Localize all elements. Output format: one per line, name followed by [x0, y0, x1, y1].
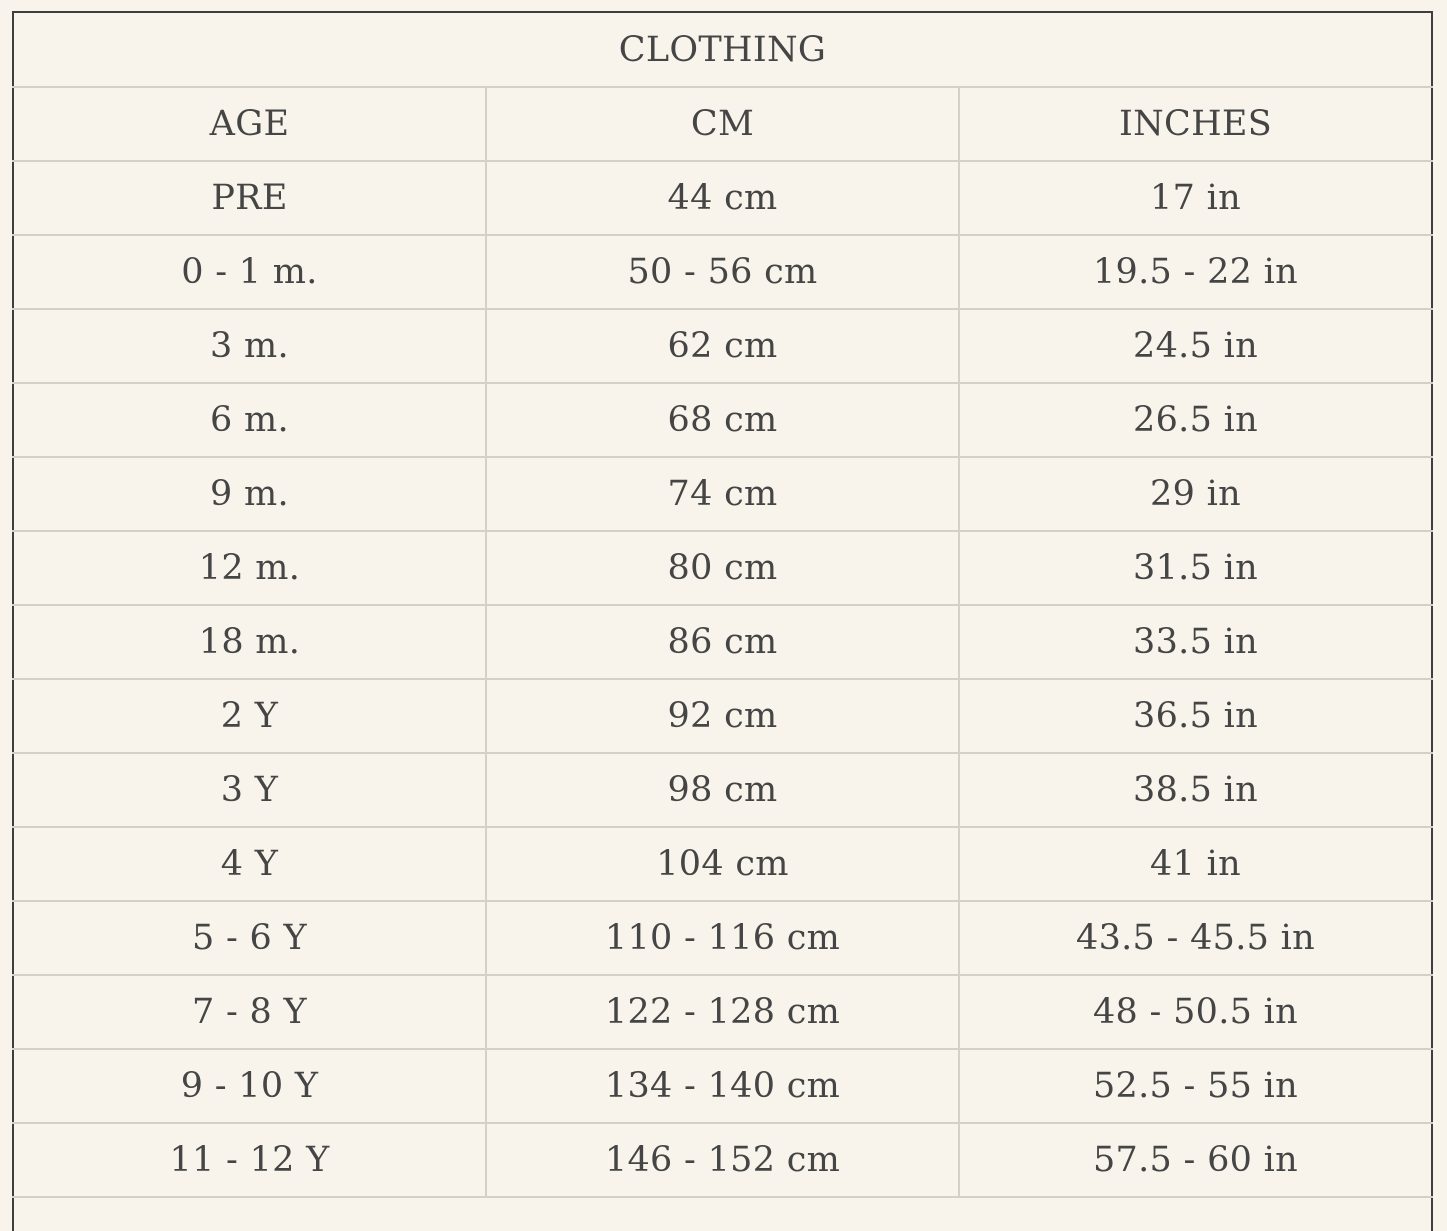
cm-cell: 74 cm: [486, 457, 959, 531]
table-title: CLOTHING: [13, 12, 1432, 87]
age-cell: 9 - 10 Y: [13, 1049, 486, 1123]
cm-cell: 104 cm: [486, 827, 959, 901]
age-cell: 0 - 1 m.: [13, 235, 486, 309]
age-cell: PRE: [13, 161, 486, 235]
table-row: [13, 383, 1432, 457]
cm-cell: 134 - 140 cm: [486, 1049, 959, 1123]
age-cell: 9 m.: [13, 457, 486, 531]
column-header-cm: CM: [486, 87, 959, 161]
age-cell: 3 m.: [13, 309, 486, 383]
table-row: [13, 309, 1432, 383]
inches-cell: 57.5 - 60 in: [959, 1123, 1432, 1197]
inches-cell: 43.5 - 45.5 in: [959, 901, 1432, 975]
table-row: [13, 605, 1432, 679]
table-row: [13, 161, 1432, 235]
cm-cell: 44 cm: [486, 161, 959, 235]
table-row: [13, 679, 1432, 753]
cm-cell: 50 - 56 cm: [486, 235, 959, 309]
inches-cell: 33.5 in: [959, 605, 1432, 679]
table-header-row: [13, 87, 1432, 161]
inches-cell: 19.5 - 22 in: [959, 235, 1432, 309]
inches-cell: 26.5 in: [959, 383, 1432, 457]
inches-cell: 52.5 - 55 in: [959, 1049, 1432, 1123]
inches-cell: 36.5 in: [959, 679, 1432, 753]
table-row: [13, 901, 1432, 975]
table-row: [13, 531, 1432, 605]
cm-cell: 68 cm: [486, 383, 959, 457]
age-cell: 6 m.: [13, 383, 486, 457]
inches-cell: 17 in: [959, 161, 1432, 235]
cm-cell: 98 cm: [486, 753, 959, 827]
age-cell: 2 Y: [13, 679, 486, 753]
table-row: [13, 975, 1432, 1049]
age-cell: 3 Y: [13, 753, 486, 827]
age-cell: 5 - 6 Y: [13, 901, 486, 975]
cm-cell: 146 - 152 cm: [486, 1123, 959, 1197]
cm-cell: 122 - 128 cm: [486, 975, 959, 1049]
table-title-row: [13, 12, 1432, 87]
age-cell: 7 - 8 Y: [13, 975, 486, 1049]
clothing-size-table: [12, 11, 1433, 1198]
table-row: [13, 1049, 1432, 1123]
age-cell: 4 Y: [13, 827, 486, 901]
inches-cell: 41 in: [959, 827, 1432, 901]
column-header-inches: INCHES: [959, 87, 1432, 161]
table-row: [13, 753, 1432, 827]
inches-cell: 29 in: [959, 457, 1432, 531]
column-header-age: AGE: [13, 87, 486, 161]
age-cell: 11 - 12 Y: [13, 1123, 486, 1197]
age-cell: 18 m.: [13, 605, 486, 679]
table-row: [13, 235, 1432, 309]
age-cell: 12 m.: [13, 531, 486, 605]
inches-cell: 24.5 in: [959, 309, 1432, 383]
inches-cell: 38.5 in: [959, 753, 1432, 827]
cm-cell: 92 cm: [486, 679, 959, 753]
cm-cell: 110 - 116 cm: [486, 901, 959, 975]
cm-cell: 62 cm: [486, 309, 959, 383]
inches-cell: 31.5 in: [959, 531, 1432, 605]
cm-cell: 80 cm: [486, 531, 959, 605]
table-row: [13, 827, 1432, 901]
cm-cell: 86 cm: [486, 605, 959, 679]
table-row: [13, 1123, 1432, 1197]
inches-cell: 48 - 50.5 in: [959, 975, 1432, 1049]
table-row: [13, 457, 1432, 531]
